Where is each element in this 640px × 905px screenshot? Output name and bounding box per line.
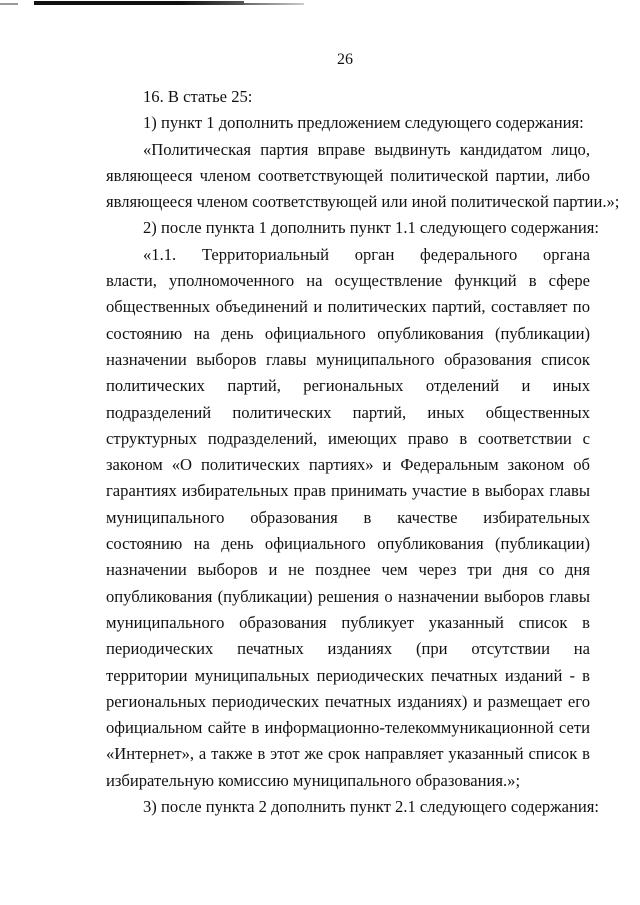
scan-artifact-bar: [34, 1, 244, 5]
text-line: опубликования (публикации) решения о назначении выборов главы: [106, 586, 590, 606]
text-line: муниципального образования публикует указанный список в: [106, 612, 590, 632]
text-line: «1.1. Территориальный орган федерального органа: [143, 244, 590, 264]
document-body: [106, 84, 620, 820]
scan-artifact-fade: [244, 3, 304, 5]
text-line: 16. В статье 25:: [143, 87, 253, 106]
text-line: назначении выборов главы муниципального образования список: [106, 349, 590, 369]
text-line: 1) пункт 1 дополнить предложением следующего содержания:: [143, 113, 584, 133]
text-line: избирательную комиссию муниципального образования.»;: [106, 770, 521, 790]
text-line: региональных периодических печатных изданиях) и размещает его: [106, 691, 590, 711]
text-line: 2) после пункта 1 дополнить пункт 1.1 следующего содержания:: [143, 218, 599, 238]
scan-artifact: [0, 3, 18, 5]
text-line: являющееся членом соответствующей политической партии, либо: [106, 165, 590, 185]
text-line: территории муниципальных периодических печатных изданий - в: [106, 665, 590, 685]
text-line: гарантиях избирательных прав принимать участие в выборах главы: [106, 481, 590, 501]
text-line: состоянию на день официального опубликования (публикации): [106, 323, 590, 343]
text-line: «Интернет», а также в этот же срок направляет указанный список в: [106, 744, 590, 764]
text-line: политических партий, региональных отделений и иных: [106, 376, 590, 396]
page-number: 26: [337, 51, 353, 68]
text-line: 3) после пункта 2 дополнить пункт 2.1 следующего содержания:: [143, 797, 599, 817]
text-line: назначении выборов и не позднее чем через три дня со дня: [106, 560, 590, 580]
text-line: официальном сайте в информационно-телекоммуникационной сети: [106, 718, 590, 738]
text-line: власти, уполномоченного на осуществление функций в сфере: [106, 271, 590, 291]
text-line: подразделений политических партий, иных общественных: [106, 402, 590, 422]
text-line: состоянию на день официального опубликования (публикации): [106, 534, 590, 554]
text-line: общественных объединений и политических партий, составляет по: [106, 297, 590, 317]
text-line: периодических печатных изданиях (при отсутствии на: [106, 639, 590, 659]
text-line: структурных подразделений, имеющих право в соответствии с: [106, 428, 590, 448]
text-line: являющееся членом соответствующей или иной политической партии.»;: [106, 192, 620, 212]
text-line: муниципального образования в качестве избирательных: [106, 507, 590, 527]
text-line: законом «О политических партиях» и Федеральным законом об: [106, 455, 590, 475]
text-line: «Политическая партия вправе выдвинуть кандидатом лицо,: [143, 139, 590, 159]
